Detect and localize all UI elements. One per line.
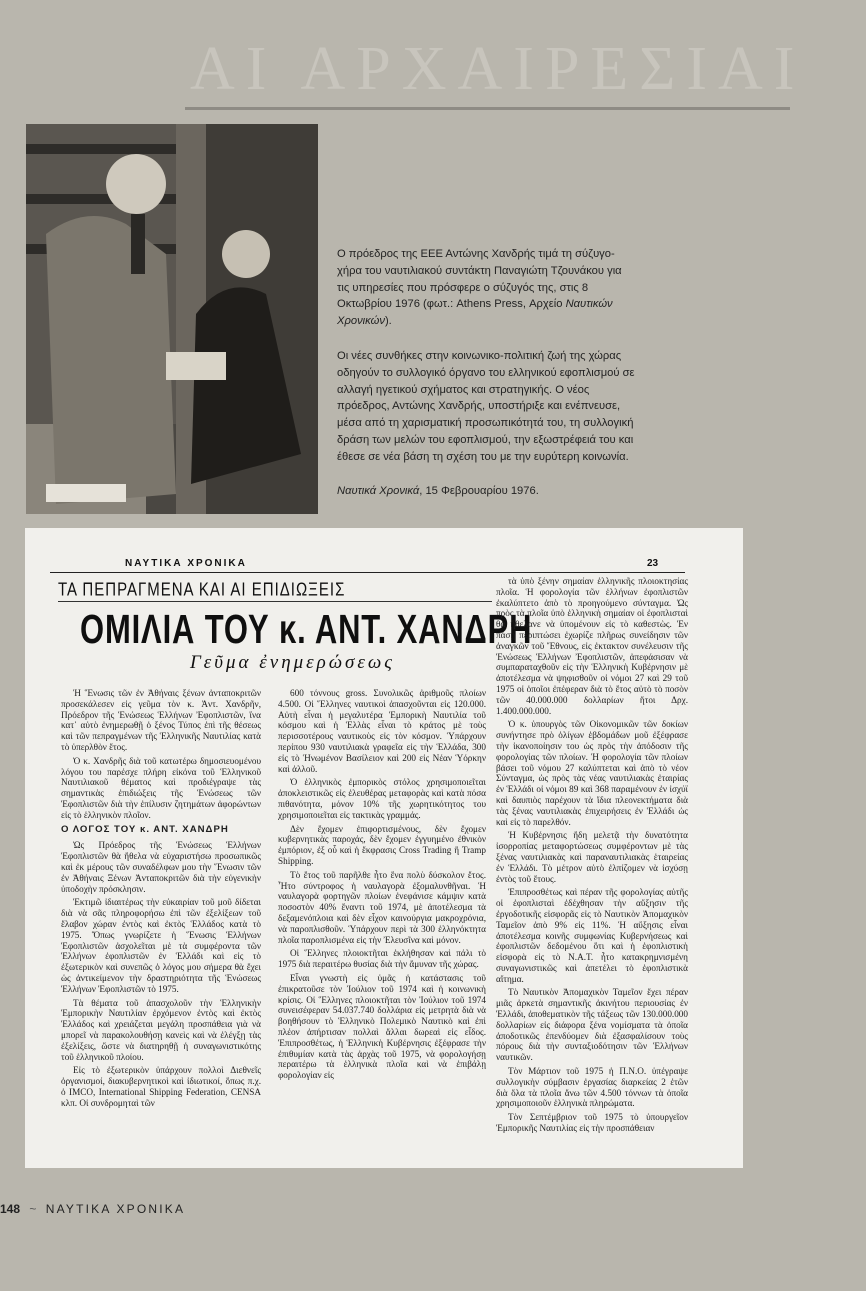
context-paragraph: Οι νέες συνθήκες στην κοινωνικο-πολιτική ζωή της χώρας οδηγούν το συλλογικό όργανο του ελληνικού εφοπλισμού σε αλλαγή ηγετικού σχήματος και στρατηγικής. Ο νέος πρόεδρος, Αντώνης Χανδρής, υποστήριξε και ενέπνευσε, μέσα από τη χαρισματική προσωπικότητά του, τη συλλογική δράση των μελών του εφοπλισμού, την εξωστρέφειά του και έθεσε σε νέα βάση τη σχέση του με την ευρύτερη κοινωνία. <box>337 349 635 463</box>
column-paragraph: Τὸ Ναυτικὸν Ἀπομαχικὸν Ταμεῖον ἔχει πέραν μιᾶς ἀρκετὰ σημαντικῆς ἀκινήτου περιουσίας ἐν Ἑλλάδι, ἀποθεματικὸν τῆς τάξεως τῶν 130.000.000 δολλαρίων εἰς διάφορα ξένα νομίσματα τὰ ὁποῖα ἀποδοτικῶς ἐπενδύομεν διὰ ἐξασφαλίσουν τοὺς πόρους διὰ τὴν συνταξιοδότησιν τῶν Ἑλλήνων ναυτικῶν. <box>496 987 688 1063</box>
archival-photo <box>26 124 318 514</box>
clipping-kicker: ΤΑ ΠΕΠΡΑΓΜΕΝΑ ΚΑΙ ΑΙ ΕΠΙΔΙΩΞΕΙΣ <box>58 580 346 601</box>
reference-date: , 15 Φεβρουαρίου 1976. <box>419 484 539 497</box>
column-paragraph: Τὸν Σεπτέμβριον τοῦ 1975 τὸ ὑπουργεῖον Ἐμπορικῆς Ναυτιλίας εἰς τὴν προσπάθειαν <box>496 1112 688 1134</box>
page-footer <box>0 1201 185 1221</box>
footer-separator: ~ <box>29 1201 37 1216</box>
section-title: ΑΙ ΑΡΧΑΙΡΕΣΙΑΙ <box>190 35 806 103</box>
title-rule <box>185 107 790 110</box>
column-paragraph: Οἱ Ἕλληνες πλοιοκτῆται ἐκλήθησαν καὶ πάλι τὸ 1975 διὰ περαιτέρω θυσίας διὰ τὴν ἄμυναν τῆς χώρας. <box>278 948 486 970</box>
column-paragraph: τὰ ὑπὸ ξένην σημαίαν ἑλληνικῆς πλοιοκτησίας πλοῖα. Ἡ φορολογία τῶν ἑλλήνων ἐφοπλιστῶν ἐκαλύπτετο ἀπὸ τὸ προηγούμενο σύνταγμα. Ὡς πρὸς τὰ πλοῖα ὑπὸ ἑλληνικὴ σημαίαν οἱ ἐφοπλισταὶ θὰ ἤθελανε νὰ ὑπομένουν εἰς τὸ καθεστὼς. Ἐν πάσῃ περιπτώσει ἐχωρίζε πλῆρως συνείδησιν τῶν ἀναγκῶν τοῦ Ἔθνους, εἰς ἐκτακτον συνέλευσιν τῆς Ἑνώσεως Ἑλλήνων Ἐφοπλιστῶν, ἀπεφάσισαν νὰ συμπαραταχθοῦν εἰς τὴν Ἑλληνικὴ Κυβέρνησιν μὲ ἀποτέλεσμα νὰ ψηφισθοῦν οἱ νόμοι 27 καὶ 29 τοῦ 1975 οἱ ὁποῖοι ἐπέφεραν διὰ τὸ ἔτος αὐτὸ τὸ ποσὸν τῶν 40.000.000 δολλαρίων ἤτοι Δρχ. 1.400.000.000. <box>496 576 688 716</box>
column-paragraph: 600 τόννους gross. Συνολικῶς ἀριθμοῦς πλοίων 4.500. Οἱ Ἕλληνες ναυτικοὶ ἀπασχοῦνται εἰς 120.000. Αὐτὴ εἶναι ἡ μεγαλυτέρα Ἐμπορικὴ Ναυτιλία τοῦ κόσμου καὶ ἡ Ἑλλὰς εἶναι τὸ κράτος μὲ τοὺς περισσοτέρους ναυτικοὺς εἰς τὸν κόσμον. Ὑπάρχουν περίπου 930 ναυτιλιακὰ γραφεῖα εἰς τὴν Ἑλλάδα, 300 εἰς τὸ Ἡνωμένον Βασίλειον καὶ 200 εἰς Νέαν Ὑόρκην καὶ ἀλλοῦ. <box>278 688 486 774</box>
reference-title: Ναυτικά Χρονικά <box>337 484 420 497</box>
clipping-column-3 <box>496 576 688 1166</box>
photo-illustration <box>26 124 318 514</box>
column-paragraph: Τὸν Μάρτιον τοῦ 1975 ἡ Π.Ν.Ο. ὑπέγραψε συλλογικὴν σύμβασιν ἐργασίας διαρκείας 2 ἐτῶν διὰ ὅλα τὰ πλοῖα ἄνω τῶν 4.500 τόννων τὰ ὁποῖα χρησιμοποιοῦν ἑλληνικὰ πληρώματα. <box>496 1066 688 1109</box>
speech-subheading: Ο ΛΟΓΟΣ ΤΟΥ κ. ΑΝΤ. ΧΑΝΔΡΗ <box>61 823 229 835</box>
column-paragraph: Ὁ ἑλληνικὸς ἐμπορικὸς στόλος χρησιμοποιεῖται ἀποκλειστικῶς εἰς ἐλευθέρας μεταφορὰς καὶ κατὰ πόσα πιθανότητα, μόνον 10% τῆς χωρητικότητος του χρησιμοποιεῖται εἰς τακτικὰς γραμμάς. <box>278 777 486 820</box>
clipping-rule <box>50 572 685 573</box>
column-paragraph: Ἐκτιμῶ ἰδιαιτέρως τὴν εὐκαιρίαν τοῦ μοῦ δίδεται διὰ νὰ σᾶς πληροφορήσω ἐπὶ τῶν ἐξελίξεων τοῦ ἔλαβον χώραν ἐντὸς καὶ ἐκτὸς Ἑλλάδος κατὰ τὸ 1975. Ὅπως γνωρίζετε ἡ Ἕνωσις Ἑλλήνων Ἐφοπλιστῶν ἀσχολεῖται μὲ τὰ συμφέροντα τῶν Ἑλλήνων ἐφοπλιστῶν ἐν Ἑλλάδι καὶ εἰς τὸ ἐξωτερικὸν καὶ συνεπῶς ὁ λόγος μου σήμερα θὰ ἔχει ὡς ἀντικείμενον τὴν δραστηριότητα τῆς Ἑνώσεως Ἑλλήνων Ἐφοπλιστῶν τὸ 1975. <box>61 897 261 994</box>
clipping-column-2 <box>278 688 486 1166</box>
newspaper-clipping <box>25 528 743 1168</box>
magazine-name: ΝΑΥΤΙΚΑ ΧΡΟΝΙΚΑ <box>45 1201 186 1216</box>
clipping-masthead: ΝΑΥΤΙΚΑ ΧΡΟΝΙΚΑ <box>125 558 247 569</box>
clipping-column-1 <box>61 688 261 1166</box>
column-paragraph: Εἰς τὸ ἐξωτερικὸν ὑπάρχουν πολλοὶ Διεθνεῖς ὀργανισμοί, διακυβερνητικοὶ καὶ ἰδιωτικοί, ὅπως π.χ. ὁ IMCO, International Shipping Federation, CENSA κλπ. Οἱ συνδρομηταὶ τῶν <box>61 1065 261 1108</box>
clipping-headline: ΟΜΙΛΙΑ ΤΟΥ κ. ΑΝΤ. ΧΑΝΔΡΗ <box>80 606 533 652</box>
photo-caption <box>337 246 637 330</box>
photo-caption-text: Ο πρόεδρος της ΕΕΕ Αντώνης Χανδρής τιμά τη σύζυγο-χήρα του ναυτιλιακού συντάκτη Παναγιώτη Τζουνάκου για τις υπηρεσίες που πρόσφερε ο σύζυγός της, στις 8 Οκτωβρίου 1976 (φωτ.: Athens Press, Αρχείο <box>337 248 622 311</box>
column-paragraph: Ἐπιπροσθέτως καὶ πέραν τῆς φορολογίας αὐτῆς οἱ ἐφοπλισταὶ ἐδέχθησαν τὴν αὔξησιν τῆς ἐργοδοτικῆς εἰσφορᾶς εἰς τὸ Ναυτικὸν Ἀπομαχικὸν Ταμεῖον ἀπὸ 9% εἰς 11%. Ἡ αὔξησις εἶναι ἀποτέλεσμα κοινῆς συμφωνίας Κυβερνήσεως καὶ ἐφοπλιστῶν δεδομένου ὅτι καὶ ἡ ἐφοπλιστικὴ εἰσφορὰ εἰς τὸ Ν.Α.Τ. ἦτο κατακρημνισμένη συναγωνιστικῶς καὶ ἀπετέλει τὸ ἐφοπλιστικὰ αἴτημα. <box>496 887 688 984</box>
clipping-subheadline: Γεῦμα ἐνημερώσεως <box>190 652 396 673</box>
column-paragraph: Ἡ Ἕνωσις τῶν ἐν Ἀθήναις ξένων ἀνταποκριτῶν προσεκάλεσεν εἰς γεῦμα τὸν κ. Ἀντ. Χανδρῆν, Πρόεδρον τῆς Ἑνώσεως Ἑλλήνων Ἐφοπλιστῶν, ἵνα κατ᾽ αὐτὸ ἐνημερωθῇ ὁ ξένος Τύπος ἐπὶ τῆς θέσεως καὶ τῶν πεπραγμένων τῆς Ἑλληνικῆς Ναυτιλίας κατὰ τὸ ὑπερλθὸν ἔτος. <box>61 688 261 752</box>
source-reference <box>337 483 637 500</box>
column-paragraph: Ὁ κ. Χανδρῆς διὰ τοῦ κατωτέρω δημοσιευομένου λόγου του παρέσχε πλήρη εἰκόνα τοῦ Ἑλληνικοῦ Ναυτιλιακοῦ θέματος καὶ προδιέγραψε τὰς σημαντικὰς ἐπιδιώξεις τῆς Ἑνώσεως τῶν Ἐφοπλιστῶν διὰ τὴν ἐπίλυσιν ζητημάτων ἀφορώντων εἰς τὸ ἑλληνικὸν πλοῖον. <box>61 755 261 820</box>
kicker-rule <box>58 601 492 602</box>
photo-caption-source: Ναυτικών Χρονικών <box>337 298 613 328</box>
photo-caption-tail: ). <box>384 315 392 328</box>
column-paragraph: Δὲν ἔχομεν ἐπιφορτισμένους, δὲν ἔχομεν κυβερνητικὰς παροχάς, δὲν ἔχομεν ἐγγυημένο ἐθνικὸν ἐμπόριον, ἐξ οὗ καὶ ἡ ἔκφρασις Cross Trading ἢ Tramp Shipping. <box>278 823 486 866</box>
column-paragraph: Ὡς Πρόεδρος τῆς Ἑνώσεως Ἑλλήνων Ἐφοπλιστῶν θὰ ἤθελα νὰ εὐχαριστήσω προσωπικῶς καὶ ἐκ μέρους τῶν συναδέλφων μου τὴν Ἕνωσιν τῶν ἐν Ἀθήναις Ξένων Ἀνταποκριτῶν διὰ τὴν εὐγενικὴν ὑποδοχὴν πρόσκλησιν. <box>61 840 261 894</box>
page-number: 148 <box>0 1201 21 1216</box>
column-paragraph: Τὰ θέματα τοῦ ἀπασχολοῦν τὴν Ἑλληνικὴν Ἐμπορικὴν Ναυτιλίαν ἐρχόμενον ἐντὸς καὶ ἐκτὸς Ἑλλάδος καὶ χρειάζεται μεγάλη προσπάθεια γιὰ νὰ μπορεῖ νὰ παρακολουθήσῃ κανεὶς καὶ νὰ ἐλέγξῃ τὰς ἐξελίξεις, ὥστε νὰ διατηρηθῇ ἡ συναγωνιστικότης τοῦ ἑλληνικοῦ πλοίου. <box>61 997 261 1062</box>
column-paragraph: Τὸ ἔτος τοῦ παρῆλθε ἦτο ἕνα πολὺ δύσκολον ἔτος. Ἦτο σύντροφος ἡ ναυλαγορὰ ἐξομαλυνθῆναι. Ἡ ναυλαγορὰ φορτηγῶν πλοίων ἐνεφάνισε κάμψιν κατὰ ποσοστὸν 40% ἔναντι τοῦ 1974, μὲ ἀποτέλεσμα τὰ δεξαμενόπλοια καὶ δὲν εἶχον καινούργια μακροχρόνια, νὰ παροπλισθοῦν. Ὑπάρχουν περὶ τὰ 300 ἑλληνόκτητα πλοῖα παροπλισμένα εἰς τὴν Ἐλευσῖνα καὶ μόνον. <box>278 869 486 945</box>
column-paragraph: Ἡ Κυβέρνησις ἤδη μελετᾷ τὴν δυνατότητα ἰσορροπίας μεταφορτώσεως συμφέροντων μὲ τὰς ξένας ναυτιλιακὰς καὶ παραναυτιλιακὰς ἑταιρείας ἐν Ἑλλάδι. Τὸ μέτρον αὐτὸ ἐλπίζομεν νὰ ἰσχύσῃ ἐντὸς τοῦ ἔτους. <box>496 830 688 884</box>
caption-block <box>337 246 637 499</box>
column-paragraph: Εἶναι γνωστὴ εἰς ὑμᾶς ἡ κατάστασις τοῦ ἐπικρατοῦσε τὸν Ἰούλιον τοῦ 1974 καὶ ἡ κοινωνικὴ κρίσις. Οἱ Ἕλληνες πλοιοκτῆται τὸν Ἰούλιον τοῦ 1974 συνεισέφεραν 54.037.740 δολλάρια εἰς μετρητὰ διὰ νὰ βοηθήσουν τὸ Ἑλληνικὸ Πολεμικὸ Ναυτικὸ καὶ ἐπὶ πλέον ἀπήρτισαν πολλαὶ ἄλλαι δωρεαὶ εἰς εἶδος. Ἐπιπροσθέτως, ἡ Ἑλληνικὴ Κυβέρνησις ἐξέφρασε τὴν ἐπιθυμίαν κατὰ τὰς ἀρχὰς τοῦ 1975, νὰ φορολογήσῃ περαιτέρω τὰ ἑλληνικὰ πλοῖα καὶ νὰ ἐπιβάλῃ φορολογίαν εἰς <box>278 972 486 1081</box>
clipping-page-number: 23 <box>647 558 659 569</box>
column-paragraph: Ὁ κ. ὑπουργὸς τῶν Οἰκονομικῶν τῶν δοκίων συνήντησε πρὸ ὀλίγων ἑβδομάδων μοῦ ἐξέφρασε τὴν ἱκανοποίησιν του ὡς πρὸς τὴν ἀπόδοσιν τῆς φορολογίας τῶν πλοίων. Ἡ φορολογία τῶν πλοίων βάσει τοῦ νόμου 27 καλύπτεται καὶ ἀπὸ τὸ νέον Σύνταγμα, ὡς πρὸς τὰς νέας ναυτιλιακὰς ἐταιρίας ἐν Ἑλλάδι οἱ νόμοι 89 καὶ 368 παραμένουν ἐν ἰσχύϊ καὶ δαυπιὸς παρέχουν τὰ ἴδια πλεονεκτήματα διὰ τὰς ξένας ναυτιλιακὰς ἐπιχειρήσεις ἐν Ἑλλάδι ὡς καὶ εἰς τὸ παρελθόν. <box>496 719 688 827</box>
